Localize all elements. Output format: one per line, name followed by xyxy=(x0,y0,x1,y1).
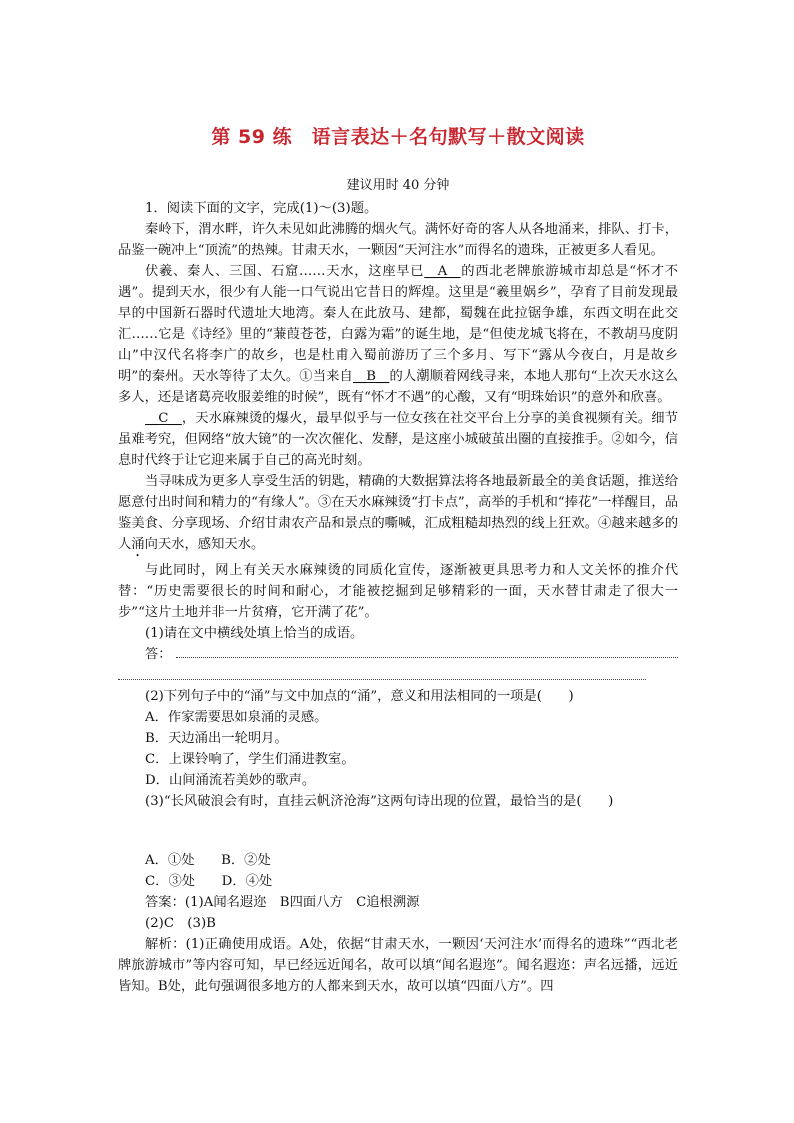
answer-rule xyxy=(176,645,678,658)
passage-paragraph-1: 秦岭下，渭水畔，许久未见如此沸腾的烟火气。满怀好奇的客人从各地涌来，排队、打卡，品鉴一碗冲上“顶流”的热辣。甘肃天水，一颗因“天河注水”而得名的遗珠，正被更多人看见。 xyxy=(118,222,678,258)
q3-options-row-2: C．③处 D．④处 xyxy=(145,874,273,889)
q3-options-row-1: A．①处 B．②处 xyxy=(145,853,271,868)
answer-line xyxy=(118,644,678,665)
answer-key-line-1: 答案：(1)A闻名遐迩 B四面八方 C追根溯源 xyxy=(145,895,420,910)
document-page xyxy=(118,122,678,997)
question-1: (1)请在文中横线处填上恰当的成语。 xyxy=(145,626,364,641)
passage-paragraph-5: 与此同时，网上有关天水麻辣烫的同质化宣传，逐渐被更具思考力和人文关怀的推介代替：“历史需要很长的时间和耐心，才能被挖掘到足够精彩的一面，天水替甘肃走了很大一步”“这片土地并非一片贫瘠，它开满了花”。 xyxy=(118,563,678,620)
answer-label: 答： xyxy=(145,647,172,662)
blank-b: __B__ xyxy=(352,369,390,384)
paragraph-2-text-b: 的西北老牌旅游城市却总是“怀才不遇”。提到天水，很少有人能一口气说出它昔日的辉煌。这里是“羲里娲乡”，孕育了目前发现最早的中国新石器时代遗址大地湾。秦人在此放马、建都，蜀魏在此拉锯争雄，东西文明在此交汇……它是《诗经》里的“蒹葭苍苍，白露为霜”的诞生地，是“但使龙城飞将在，不教胡马度阴山”中汉代名将李广的故乡，也是杜甫入蜀前游历了三个多月、写下“露从今夜白，月是故乡明”的秦州。天水等待了太久。①当来自 xyxy=(118,264,678,384)
q2-option-b: B．天边涌出一轮明月。 xyxy=(145,731,288,746)
blank-c: __C__ xyxy=(145,411,182,426)
passage-paragraph-4 xyxy=(118,471,678,560)
question-2: (2)下列句子中的“涌”与文中加点的“涌”，意义和用法相同的一项是( ) xyxy=(145,689,574,704)
question-3: (3)“长风破浪会有时，直挂云帆济沧海”这两句诗出现的位置，最恰当的是( ) xyxy=(145,794,614,809)
passage-paragraph-2 xyxy=(118,261,678,408)
question-intro: 1．阅读下面的文字，完成(1)～(3)题。 xyxy=(145,201,378,216)
page-title: 第 59 练 语言表达＋名句默写＋散文阅读 xyxy=(211,126,585,148)
q2-option-c: C．上课铃响了，学生们涌进教室。 xyxy=(145,752,355,767)
spacer xyxy=(118,812,678,850)
analysis-text: 解析：(1)正确使用成语。A处，依据“甘肃天水，一颗因‘天河注水’而得名的遗珠”“西北老牌旅游城市”等内容可知，早已经远近闻名，故可以填“闻名遐迩”。闻名遐迩：声名远播，远近皆知。B处，此句强调很多地方的人都来到天水，故可以填“四面八方”。四 xyxy=(118,937,678,994)
answer-rule-2 xyxy=(118,665,646,680)
paragraph-4-text-b: 向天水，感知天水。 xyxy=(144,537,265,552)
paragraph-4-text-a: 当寻味成为更多人享受生活的钥匙，精确的大数据算法将各地最新最全的美食话题，推送给愿意付出时间和精力的“有缘人”。③在天水麻辣烫“打卡点”，高举的手机和“捧花”一样醒目，品鉴美食、分享现场、介绍甘肃农产品和景点的嘶喊，汇成粗糙却热烈的线上狂欢。④越来越多的人 xyxy=(118,474,678,552)
answer-key-line-2: (2)C (3)B xyxy=(145,916,216,931)
passage-paragraph-3 xyxy=(118,408,678,471)
q2-option-d: D．山间涌流若美妙的歌声。 xyxy=(145,773,316,788)
time-suggestion: 建议用时 40 分钟 xyxy=(346,178,450,193)
blank-a: __A__ xyxy=(424,264,461,279)
paragraph-3-text: ，天水麻辣烫的爆火，最早似乎与一位女孩在社交平台上分享的美食视频有关。细节虽难考究，但网络“放大镜”的一次次催化、发酵，是这座小城破茧出圈的直接推手。②如今，信息时代终于让它迎来属于自己的高光时刻。 xyxy=(118,411,678,468)
dotted-character: 涌 xyxy=(131,537,145,552)
q2-option-a: A．作家需要思如泉涌的灵感。 xyxy=(145,710,328,725)
paragraph-2-text-a: 伏羲、秦人、三国、石窟……天水，这座早已 xyxy=(145,264,425,279)
paragraph-2-text-c: 的人潮顺着网线寻来，本地人那句“上次天水这么多人，还是诸葛亮收服姜维的时候”，既有“怀才不遇”的心酸，又有“明珠始识”的意外和欣喜。 xyxy=(118,369,678,405)
